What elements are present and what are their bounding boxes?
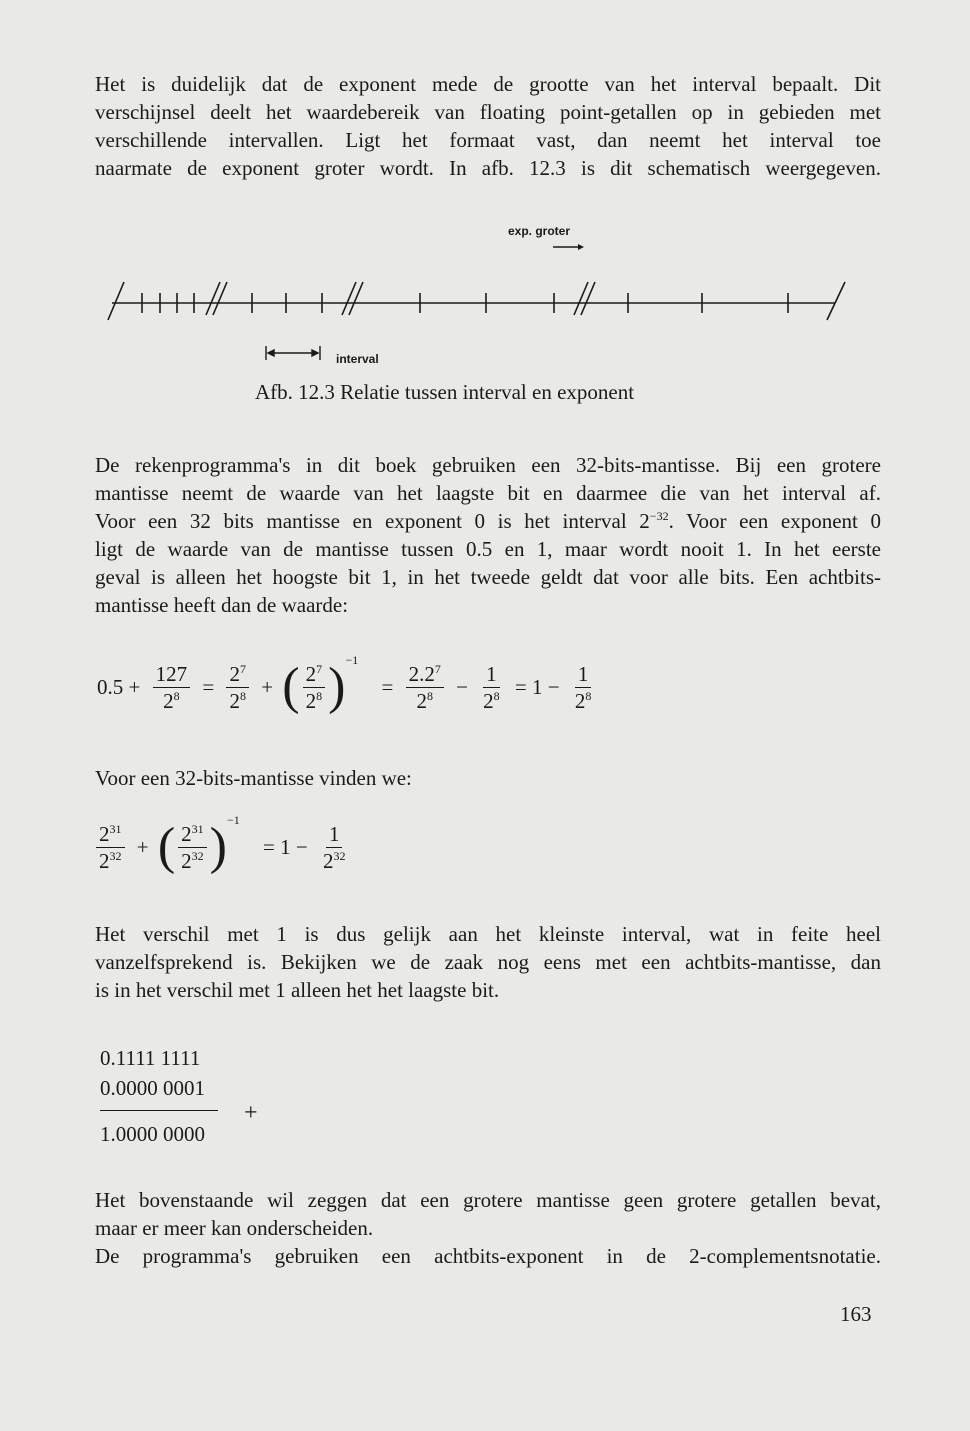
plus-sign: + xyxy=(261,674,274,699)
text-line: ligt de waarde van de mantisse tussen 0.5 en 1, maar wordt nooit 1. In het eerste xyxy=(95,537,881,561)
text-span: Voor een 32 bits mantisse en exponent 0 is het interval 2 xyxy=(95,509,650,533)
number-line xyxy=(108,282,845,320)
equals-sign: = xyxy=(202,674,215,699)
numerator: $2^{31}$ xyxy=(178,823,207,848)
exp-groter-label: exp. groter xyxy=(508,224,571,238)
text-line: maar er meer kan onderscheiden. xyxy=(95,1216,374,1240)
text-line: mantisse heeft dan de waarde: xyxy=(95,593,349,617)
denominator: $2^{32}$ xyxy=(99,848,122,873)
text-line: Voor een 32-bits-mantisse vinden we: xyxy=(95,766,412,790)
equals-sign: = xyxy=(381,674,394,699)
fraction xyxy=(320,823,349,872)
fraction xyxy=(178,823,207,872)
binary-line-2: 0.0000 0001 xyxy=(100,1076,205,1100)
formula-term: 0.5 + xyxy=(97,674,141,699)
fraction xyxy=(96,823,125,872)
left-paren: ( xyxy=(282,658,300,716)
fraction xyxy=(572,663,595,712)
text-line: vanzelfsprekend is. Bekijken we de zaak nog eens met een achtbits-mantisse, dan xyxy=(95,950,881,974)
interval-label: interval xyxy=(336,352,379,366)
text-line: Het verschil met 1 is dus gelijk aan het kleinste interval, wat in feite heel xyxy=(95,922,881,946)
text-span: . Voor een exponent 0 xyxy=(668,509,881,533)
fraction xyxy=(226,663,249,712)
sum-rule xyxy=(100,1110,218,1111)
right-paren: ) xyxy=(328,658,346,716)
right-arrow-icon xyxy=(553,244,584,250)
text-line: De programma's gebruiken een achtbits-exponent in de 2-complementsnotatie. xyxy=(95,1244,881,1268)
left-paren: ( xyxy=(157,818,176,876)
paragraph-mantisse xyxy=(95,451,881,619)
text-line xyxy=(95,507,881,535)
numerator: 127 xyxy=(153,663,191,688)
numerator: $2.2^7$ xyxy=(406,663,444,688)
interval-exponent-figure xyxy=(90,220,870,380)
numerator: 1 xyxy=(575,663,592,688)
equals-term: = 1 − xyxy=(514,674,560,699)
numerator: $2^7$ xyxy=(226,663,249,688)
fraction xyxy=(406,663,444,712)
superscript: −32 xyxy=(649,509,669,523)
text-line: De rekenprogramma's in dit boek gebruiken een 32-bits-mantisse. Bij een grotere xyxy=(95,453,881,477)
text-line: Het is duidelijk dat de exponent mede de grootte van het interval bepaalt. Dit xyxy=(95,72,881,96)
figure-caption: Afb. 12.3 Relatie tussen interval en exponent xyxy=(255,380,635,404)
fraction xyxy=(480,663,503,712)
numerator: $2^{31}$ xyxy=(96,823,125,848)
denominator: $2^{32}$ xyxy=(322,848,346,873)
plus-sign: + xyxy=(244,1100,258,1126)
exponent: −1 xyxy=(345,653,359,667)
formula-achtbits xyxy=(93,653,597,716)
paragraph-verschil xyxy=(95,920,881,1004)
denominator: $2^8$ xyxy=(416,688,433,713)
numerator: 1 xyxy=(326,823,343,848)
numerator: $2^7$ xyxy=(303,663,326,688)
paragraph-intro xyxy=(95,70,881,182)
binary-line-1: 0.1111 1111 xyxy=(100,1046,201,1070)
text-line: mantisse neemt de waarde van het laagste bit en daarmee die van het interval af. xyxy=(95,481,881,505)
text-line: is in het verschil met 1 alleen het het laagste bit. xyxy=(95,978,500,1002)
denominator: $2^{32}$ xyxy=(181,848,204,873)
denominator: $2^8$ xyxy=(229,688,246,713)
exponent: −1 xyxy=(227,813,240,827)
text-line: verschillende intervallen. Ligt het formaat vast, dan neemt het interval toe xyxy=(95,128,881,152)
denominator: $2^8$ xyxy=(163,688,180,713)
paragraph-32bits xyxy=(95,764,881,792)
fraction xyxy=(153,663,191,712)
denominator: $2^8$ xyxy=(574,688,592,713)
right-paren: ) xyxy=(209,818,227,876)
plus-sign: + xyxy=(136,834,149,859)
minus-sign: − xyxy=(456,674,468,699)
equals-term: = 1 − xyxy=(263,834,308,859)
denominator: $2^8$ xyxy=(305,688,323,713)
binary-result: 1.0000 0000 xyxy=(100,1122,205,1146)
text-line: naarmate de exponent groter wordt. In afb. 12.3 is dit schematisch weergegeven. xyxy=(95,156,881,180)
paragraph-conclusie xyxy=(95,1186,881,1270)
fraction xyxy=(303,663,326,712)
text-line: verschijnsel deelt het waardebereik van floating point-getallen op in gebieden met xyxy=(95,100,881,124)
numerator: 1 xyxy=(483,663,500,688)
formula-32bits xyxy=(93,813,351,876)
interval-marker xyxy=(266,346,320,360)
denominator: $2^8$ xyxy=(483,688,500,713)
text-line: Het bovenstaande wil zeggen dat een grotere mantisse geen grotere getallen bevat, xyxy=(95,1188,881,1212)
text-line: geval is alleen het hoogste bit 1, in het tweede geldt dat voor alle bits. Een achtbits- xyxy=(95,565,881,589)
page-number: 163 xyxy=(840,1302,872,1326)
